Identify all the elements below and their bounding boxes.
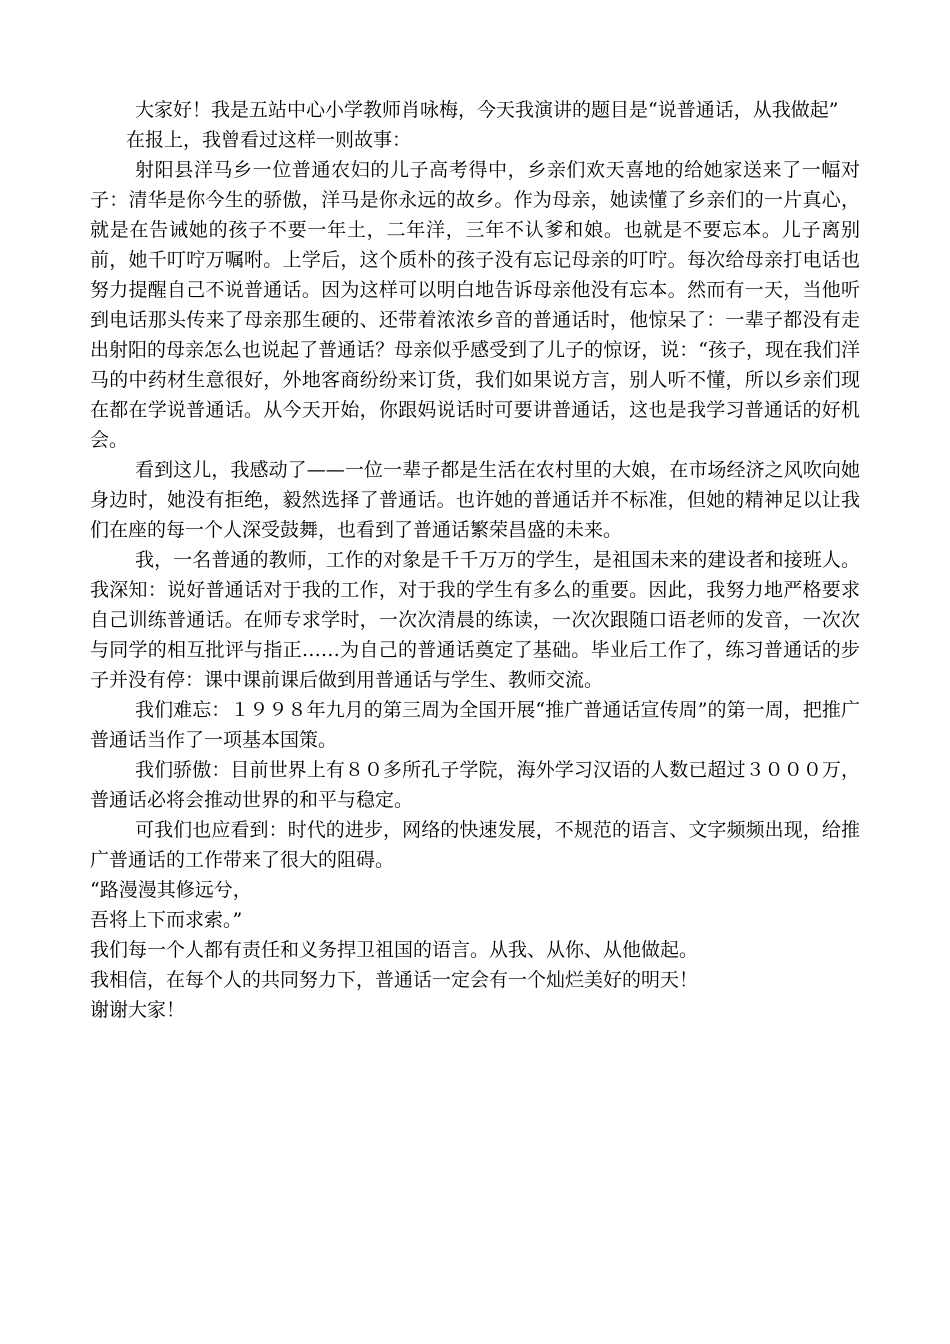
paragraph-obstacles: 可我们也应看到：时代的进步，网络的快速发展，不规范的语言、文字频频出现，给推广普通话的工作带来了很大的阻碍。 (90, 819, 860, 871)
paragraph-greeting: 大家好！我是五站中心小学教师肖咏梅，今天我演讲的题目是“说普通话，从我做起” (135, 99, 839, 121)
paragraph-story-intro: 在报上，我曾看过这样一则故事： (126, 129, 412, 151)
paragraph-story: 射阳县洋马乡一位普通农妇的儿子高考得中，乡亲们欢天喜地的给她家送来了一幅对子：清华是你今生的骄傲，洋马是你永远的故乡。作为母亲，她读懂了乡亲们的一片真心，就是在告诫她的孩子不要一年土，二年洋，三年不认爹和娘。也就是不要忘本。儿子离别前，她千叮咛万嘱咐。上学后，这个质朴的孩子没有忘记母亲的叮咛。每次给母亲打电话也努力提醒自己不说普通话。因为这样可以明白地告诉母亲他没有忘本。然而有一天，当他听到电话那头传来了母亲那生硬的、还带着浓浓乡音的普通话时，他惊呆了：一辈子都没有走出射阳的母亲怎么也说起了普通话？母亲似乎感受到了儿子的惊讶，说：“孩子，现在我们洋马的中药材生意很好，外地客商纷纷来订货，我们如果说方言，别人听不懂，所以乡亲们现在都在学说普通话。从今天开始，你跟妈说话时可要讲普通话，这也是我学习普通话的好机会。 (90, 159, 860, 451)
closing-belief: 我相信，在每个人的共同努力下，普通话一定会有一个灿烂美好的明天！ (90, 969, 699, 991)
speech-document (90, 95, 860, 1025)
closing-responsibility: 我们每一个人都有责任和义务捍卫祖国的语言。从我、从你、从他做起。 (90, 939, 699, 961)
paragraph-teacher: 我，一名普通的教师，工作的对象是千千万万的学生，是祖国未来的建设者和接班人。我深知：说好普通话对于我的工作，对于我的学生有多么的重要。因此，我努力地严格要求自己训练普通话。在师专求学时，一次次清晨的练读，一次次跟随口语老师的发音，一次次与同学的相互批评与指正……为自己的普通话奠定了基础。毕业后工作了，练习普通话的步子并没有停：课中课前课后做到用普通话与学生、教师交流。 (90, 549, 860, 691)
paragraph-reflection: 看到这儿，我感动了——一位一辈子都是生活在农村里的大娘，在市场经济之风吹向她身边时，她没有拒绝，毅然选择了普通话。也许她的普通话并不标准，但她的精神足以让我们在座的每一个人深受鼓舞，也看到了普通话繁荣昌盛的未来。 (90, 459, 860, 541)
verse-line-1: “路漫漫其修远兮， (90, 879, 252, 901)
verse-line-2: 吾将上下而求索。” (90, 909, 243, 931)
paragraph-proud: 我们骄傲：目前世界上有８０多所孔子学院，海外学习汉语的人数已超过３０００万，普通话必将会推动世界的和平与稳定。 (90, 759, 860, 811)
paragraph-memorable: 我们难忘：１９９８年九月的第三周为全国开展“推广普通话宣传周”的第一周，把推广普通话当作了一项基本国策。 (90, 699, 860, 751)
closing-thanks: 谢谢大家！ (90, 999, 186, 1021)
